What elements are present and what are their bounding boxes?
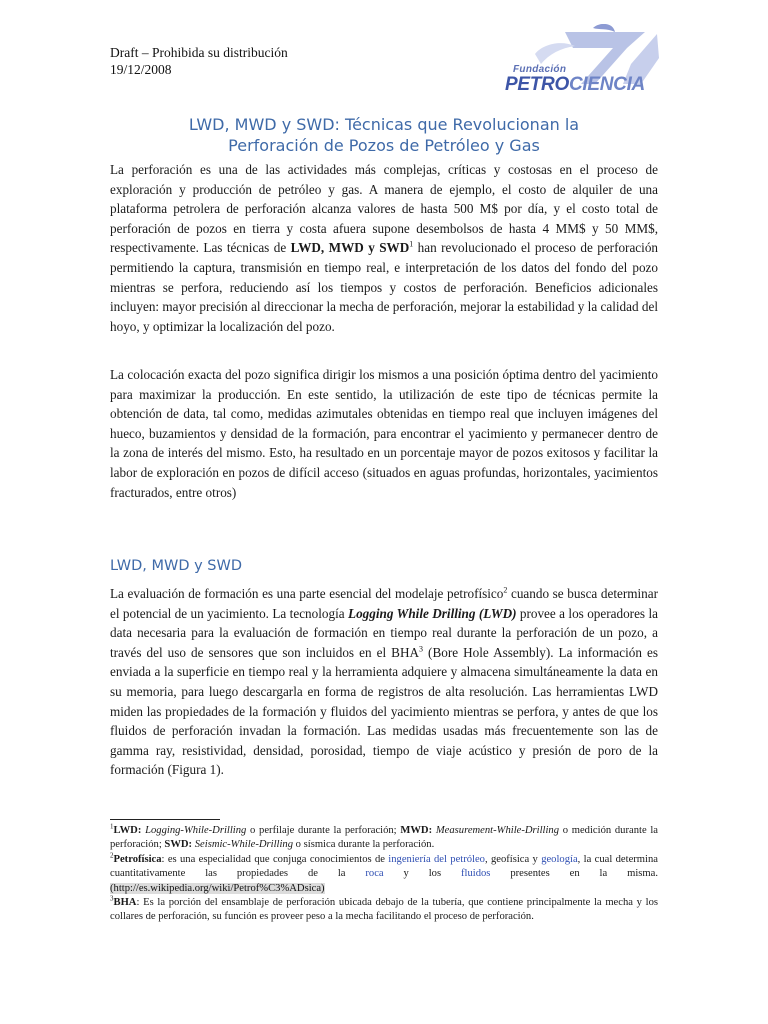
paragraph-lwd: [110, 584, 658, 780]
link-geologia[interactable]: geología: [541, 853, 578, 865]
footnote-2: [110, 853, 658, 896]
footnotes: [110, 824, 658, 925]
paragraph-intro: [110, 160, 658, 336]
document-title: [110, 114, 658, 156]
footnote-1: [110, 824, 658, 853]
wikipedia-url[interactable]: (http://es.wikipedia.org/wiki/Petrof%C3%ADsica): [110, 882, 325, 894]
footnote-3: [110, 896, 658, 925]
logo-brand-text: [505, 74, 645, 96]
paragraph-lwd-term: Logging While Drilling (LWD): [348, 605, 517, 621]
footnote-2-number: 2: [110, 851, 114, 860]
footnote-1-term-mwd: MWD:: [400, 825, 433, 836]
footnote-1-term-lwd: LWD:: [113, 825, 142, 836]
footnote-3-text: : Es la porción del ensamblaje de perforación ubicada debajo de la tubería, que contiene principalmente la mecha y los collares de perforación, su función es proveer peso a la mecha facilitando el proceso de perforación.: [110, 897, 658, 923]
footnote-1-number: 1: [110, 822, 114, 831]
logo-brand-part2: CIENCIA: [568, 74, 645, 95]
footnote-ref-3: 3: [419, 644, 424, 654]
link-ingenieria-petroleo[interactable]: ingeniería del petróleo: [388, 853, 485, 865]
paragraph-well-placement: [110, 365, 658, 502]
link-fluidos[interactable]: fluidos: [461, 868, 491, 880]
logo-brand-part1: PETRO: [505, 74, 569, 95]
section-heading: LWD, MWD y SWD: [110, 558, 242, 574]
draft-date: 19/12/2008: [110, 62, 172, 77]
footnote-1-def-swd: Seismic-While-Drilling: [194, 839, 294, 851]
footnote-2-text-5: presentes en la misma.: [490, 868, 658, 880]
footnote-ref-1: 1: [409, 239, 414, 249]
footnote-2-text-1: : es una especialidad que conjuga conocimientos de: [161, 853, 389, 865]
footnote-1-text-3: o sísmica durante la perforación.: [293, 839, 435, 851]
link-roca[interactable]: roca: [365, 868, 384, 880]
petrociencia-logo: [495, 24, 665, 102]
paragraph-lwd-text-d: (Bore Hole Assembly). La información es enviada a la superficie en tiempo real y la herramienta adquiere y almacena simultáneamente la data en su memoria, para luego descargarla en forma de registros de alta resolución. Las herramientas LWD miden las propiedades de la formación y fluidos del yacimiento mientras se perfora, y antes de que los fluidos de perforación invadan la formación. Las medidas usadas más frecuentemente son las de gamma ray, resistividad, densidad, porosidad, tiempo de viaje acústico y presión de poro de la formación (Figura 1).: [110, 644, 658, 778]
paragraph-intro-bold: LWD, MWD y SWD: [290, 240, 410, 256]
footnote-ref-2: 2: [503, 585, 508, 595]
footnote-3-term: BHA: [113, 897, 137, 909]
paragraph-lwd-text-a: La evaluación de formación es una parte esencial del modelaje petrofísico: [110, 586, 504, 601]
footnote-1-text-1: o perfilaje durante la perforación;: [246, 825, 401, 836]
footnote-1-def-mwd: Measurement-While-Drilling: [435, 825, 560, 836]
paragraph-lwd-text-c: provee a los operadores la data necesaria para la evaluación de formación en tiempo real durante la perforación de un pozo, a través del uso de sensores que son incluidos en el BHA: [110, 605, 658, 660]
footnote-2-text-2: , geofísica y: [484, 853, 542, 865]
logo-foundation-text: Fundación: [513, 64, 567, 75]
footnote-2-text-4: y los: [383, 868, 461, 880]
paragraph-well-placement-text: La colocación exacta del pozo significa dirigir los mismos a una posición óptima dentro del yacimiento para maximizar la producción. En este sentido, la utilización de este tipo de técnicas permite la obtención de data, tal como, medidas azimutales obtenidas en tiempo real que incluyen imágenes del hueco, buzamientos y densidad de la formación, para encontrar el yacimiento y permanecer dentro de la zona de interés del mismo. Esto, ha resultado en un porcentaje mayor de pozos exitosos y facilitar la labor de exploración en pozos de difícil acceso (situados en aguas profundas, horizontales, yacimientos fracturados, entre otros): [110, 367, 658, 500]
footnote-1-def-lwd: Logging-While-Drilling: [145, 825, 247, 836]
paragraph-intro-text-a: La perforación es una de las actividades más complejas, críticas y costosas en el proceso de exploración y producción de petróleo y gas. A manera de ejemplo, el costo de alquiler de una plataforma petrolera de perforación alcanza valores de hasta 500 M$ por día, y el costo total de perforación de pozos en tierra y costa afuera supone desembolsos de hasta 4 MM$ y 50 MM$, respectivamente. Las técnicas de: [110, 162, 658, 256]
footnote-1-term-swd: SWD:: [164, 839, 193, 851]
footnote-1-text-2: o medición durante la perforación;: [110, 825, 658, 851]
paragraph-intro-text-b: han revolucionado el proceso de perforación permitiendo la captura, transmisión en tiempo real, e interpretación de los datos del fondo del pozo mientras se perfora, reduciendo así los tiempos y costos de perforación. Beneficios adicionales incluyen: mayor precisión al direccionar la mecha de perforación, mejorar la estabilidad y la calidad del hoyo, y optimizar la localización del pozo.: [110, 240, 659, 334]
draft-header: [110, 44, 288, 78]
title-line-1: LWD, MWD y SWD: Técnicas que Revolucionan la: [188, 115, 580, 134]
title-line-2: Perforación de Pozos de Petróleo y Gas: [228, 136, 540, 155]
footnote-2-text-3: , la cual determina cuantitativamente las propiedades de la: [110, 853, 658, 880]
footnote-divider: [110, 819, 220, 820]
footnote-3-number: 3: [110, 894, 114, 903]
footnote-2-term: Petrofísica: [113, 853, 162, 865]
paragraph-lwd-text-b: cuando se busca determinar el potencial de un yacimiento. La tecnología: [110, 586, 658, 621]
draft-notice: Draft – Prohibida su distribución: [110, 45, 288, 60]
